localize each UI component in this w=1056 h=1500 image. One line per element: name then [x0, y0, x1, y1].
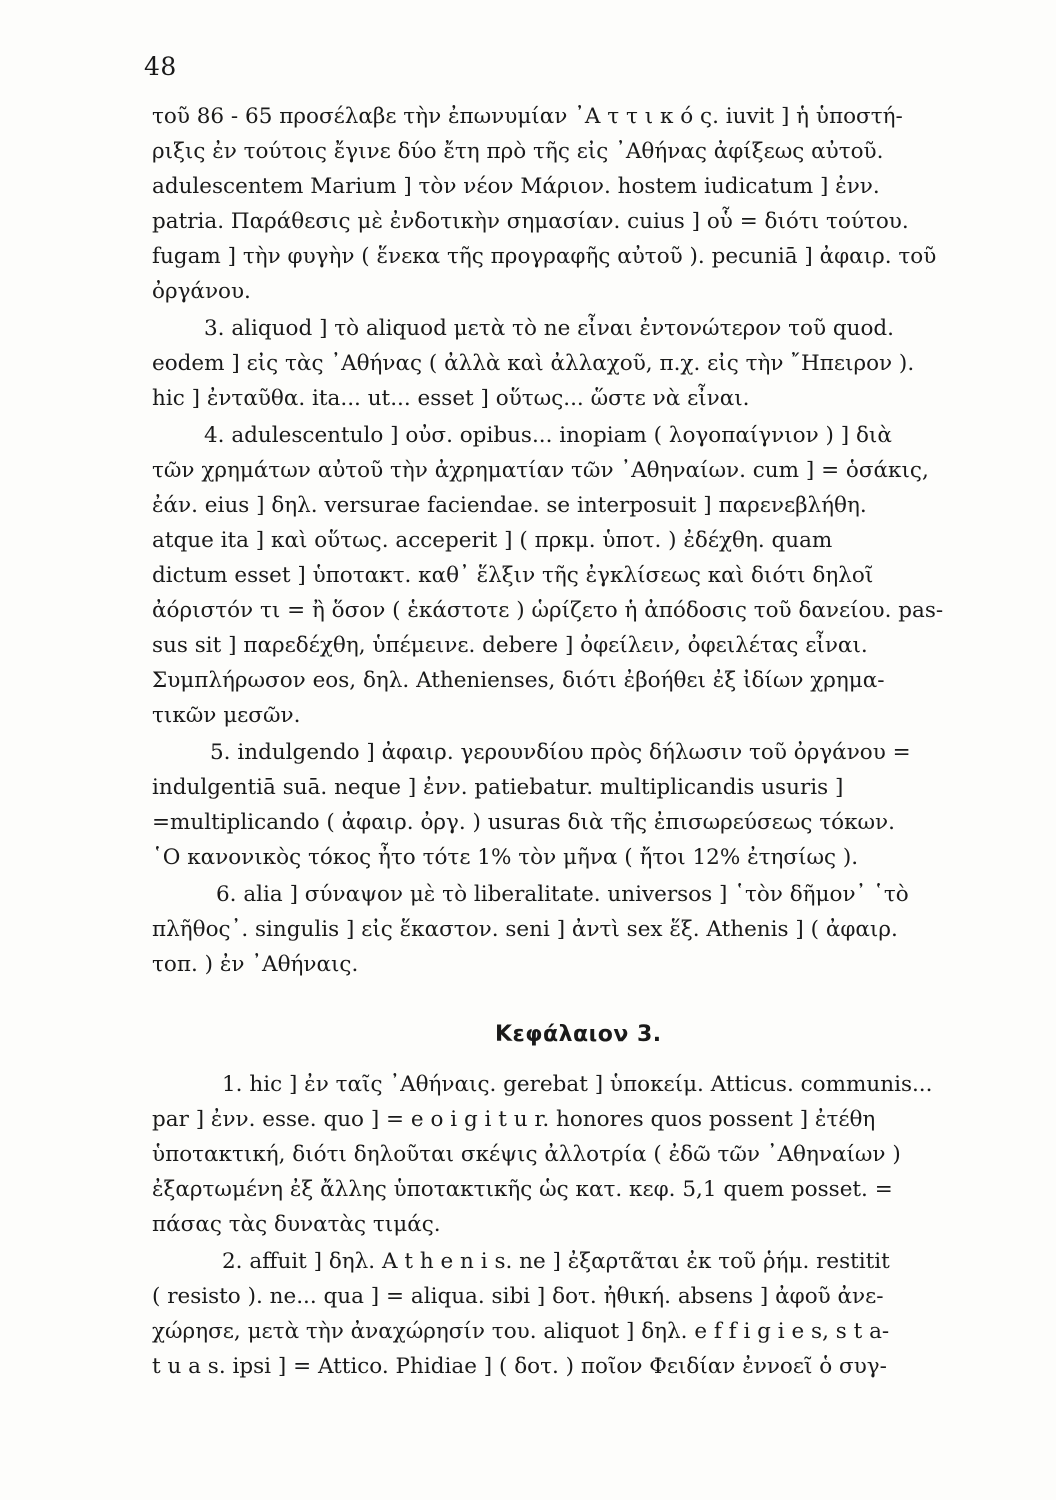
text-line: hic ] ἐνταῦθα. ita... ut... esset ] οὕτως... ὥστε νὰ εἶναι.	[152, 386, 750, 411]
text-line: ὀργάνου.	[152, 279, 251, 304]
text-line: ἀόριστόν τι = ἢ ὅσον ( ἑκάστοτε ) ὡρίζετο ἡ ἀπόδοσις τοῦ δανείου. pas-	[152, 598, 944, 623]
text-line: indulgentiā suā. neque ] ἐνν. patiebatur. multiplicandis usuris ]	[152, 775, 844, 800]
text-line: adulescentem Marium ] τὸν νέον Μάριον. hostem iudicatum ] ἐνν.	[152, 174, 880, 199]
text-line: τοπ. ) ἐν ᾿Αθήναις.	[152, 952, 359, 977]
text-line: 1. hic ] ἐν ταῖς ᾿Αθήναις. gerebat ] ὑποκείμ. Atticus. communis...	[222, 1072, 933, 1097]
text-line: eodem ] εἰς τὰς ᾿Αθήνας ( ἀλλὰ καὶ ἀλλαχοῦ, π.χ. εἰς τὴν ῎Ηπειρον ).	[152, 351, 915, 376]
text-line: 2. affuit ] δηλ. A t h e n i s. ne ] ἐξαρτᾶται ἐκ τοῦ ῥήμ. restitit	[222, 1249, 890, 1274]
text-line: τικῶν μεσῶν.	[152, 703, 301, 728]
text-line: Συμπλήρωσον eos, δηλ. Athenienses, διότι ἐβοήθει ἐξ ἰδίων χρημα-	[152, 668, 885, 693]
text-line: ὑποτακτική, διότι δηλοῦται σκέψις ἀλλοτρία ( ἐδῶ τῶν ᾿Αθηναίων )	[152, 1142, 901, 1167]
text-line: 4. adulescentulo ] οὐσ. opibus... inopiam ( λογοπαίγνιον ) ] διὰ	[204, 423, 892, 448]
text-line: ( resisto ). ne... qua ] = aliqua. sibi ] δοτ. ἠθική. absens ] ἀφοῦ ἀνε-	[152, 1284, 884, 1309]
text-line: πλῆθος᾿. singulis ] εἰς ἕκαστον. seni ] ἀντὶ sex ἕξ. Athenis ] ( ἀφαιρ.	[152, 917, 898, 942]
text-line: τοῦ 86 - 65 προσέλαβε τὴν ἐπωνυμίαν ᾿Α τ τ ι κ ό ς. iuvit ] ἡ ὑποστή-	[152, 104, 903, 129]
chapter-heading: Κεφάλαιον 3.	[495, 1022, 662, 1047]
text-line: dictum esset ] ὑποτακτ. καθ᾿ ἕλξιν τῆς ἐγκλίσεως καὶ διότι δηλοῖ	[152, 563, 874, 588]
text-line: atque ita ] καὶ οὕτως. acceperit ] ( πρκμ. ὑποτ. ) ἐδέχθη. quam	[152, 528, 833, 553]
text-line: =multiplicando ( ἀφαιρ. ὀργ. ) usuras διὰ τῆς ἐπισωρεύσεως τόκων.	[152, 810, 895, 835]
text-line: ἐάν. eius ] δηλ. versurae faciendae. se interposuit ] παρενεβλήθη.	[152, 493, 867, 518]
text-line: fugam ] τὴν φυγὴν ( ἕνεκα τῆς προγραφῆς αὐτοῦ ). pecuniā ] ἀφαιρ. τοῦ	[152, 244, 937, 269]
text-line: 6. alia ] σύναψον μὲ τὸ liberalitate. universos ] ῾τὸν δῆμον᾿ ῾τὸ	[216, 882, 909, 907]
text-line: ῾Ο κανονικὸς τόκος ἦτο τότε 1% τὸν μῆνα ( ἤτοι 12% ἐτησίως ).	[152, 845, 859, 870]
text-line: sus sit ] παρεδέχθη, ὑπέμεινε. debere ] ὀφείλειν, ὀφειλέτας εἶναι.	[152, 633, 868, 658]
text-line: par ] ἐνν. esse. quo ] = e o i g i t u r. honores quos possent ] ἐτέθη	[152, 1107, 876, 1132]
text-line: πάσας τὰς δυνατὰς τιμάς.	[152, 1212, 441, 1237]
text-line: τῶν χρημάτων αὐτοῦ τὴν ἀχρηματίαν τῶν ᾿Αθηναίων. cum ] = ὁσάκις,	[152, 458, 929, 483]
text-line: 3. aliquod ] τὸ aliquod μετὰ τὸ ne εἶναι ἐντονώτερον τοῦ quod.	[204, 316, 895, 341]
page-number: 48	[144, 52, 177, 81]
text-line: ἐξαρτωμένη ἐξ ἄλλης ὑποτακτικῆς ὡς κατ. κεφ. 5,1 quem posset. =	[152, 1177, 893, 1202]
text-line: ριξις ἐν τούτοις ἔγινε δύο ἔτη πρὸ τῆς εἰς ᾿Αθήνας ἀφίξεως αὐτοῦ.	[152, 139, 884, 164]
text-line: t u a s. ipsi ] = Attico. Phidiae ] ( δοτ. ) ποῖον Φειδίαν ἐννοεῖ ὁ συγ-	[152, 1354, 887, 1379]
text-line: χώρησε, μετὰ τὴν ἀναχώρησίν του. aliquot ] δηλ. e f f i g i e s, s t a-	[152, 1319, 890, 1344]
text-line: 5. indulgendo ] ἀφαιρ. γερουνδίου πρὸς δήλωσιν τοῦ ὀργάνου =	[210, 740, 911, 765]
text-line: patria. Παράθεσις μὲ ἐνδοτικὴν σημασίαν. cuius ] οὗ = διότι τούτου.	[152, 209, 909, 234]
